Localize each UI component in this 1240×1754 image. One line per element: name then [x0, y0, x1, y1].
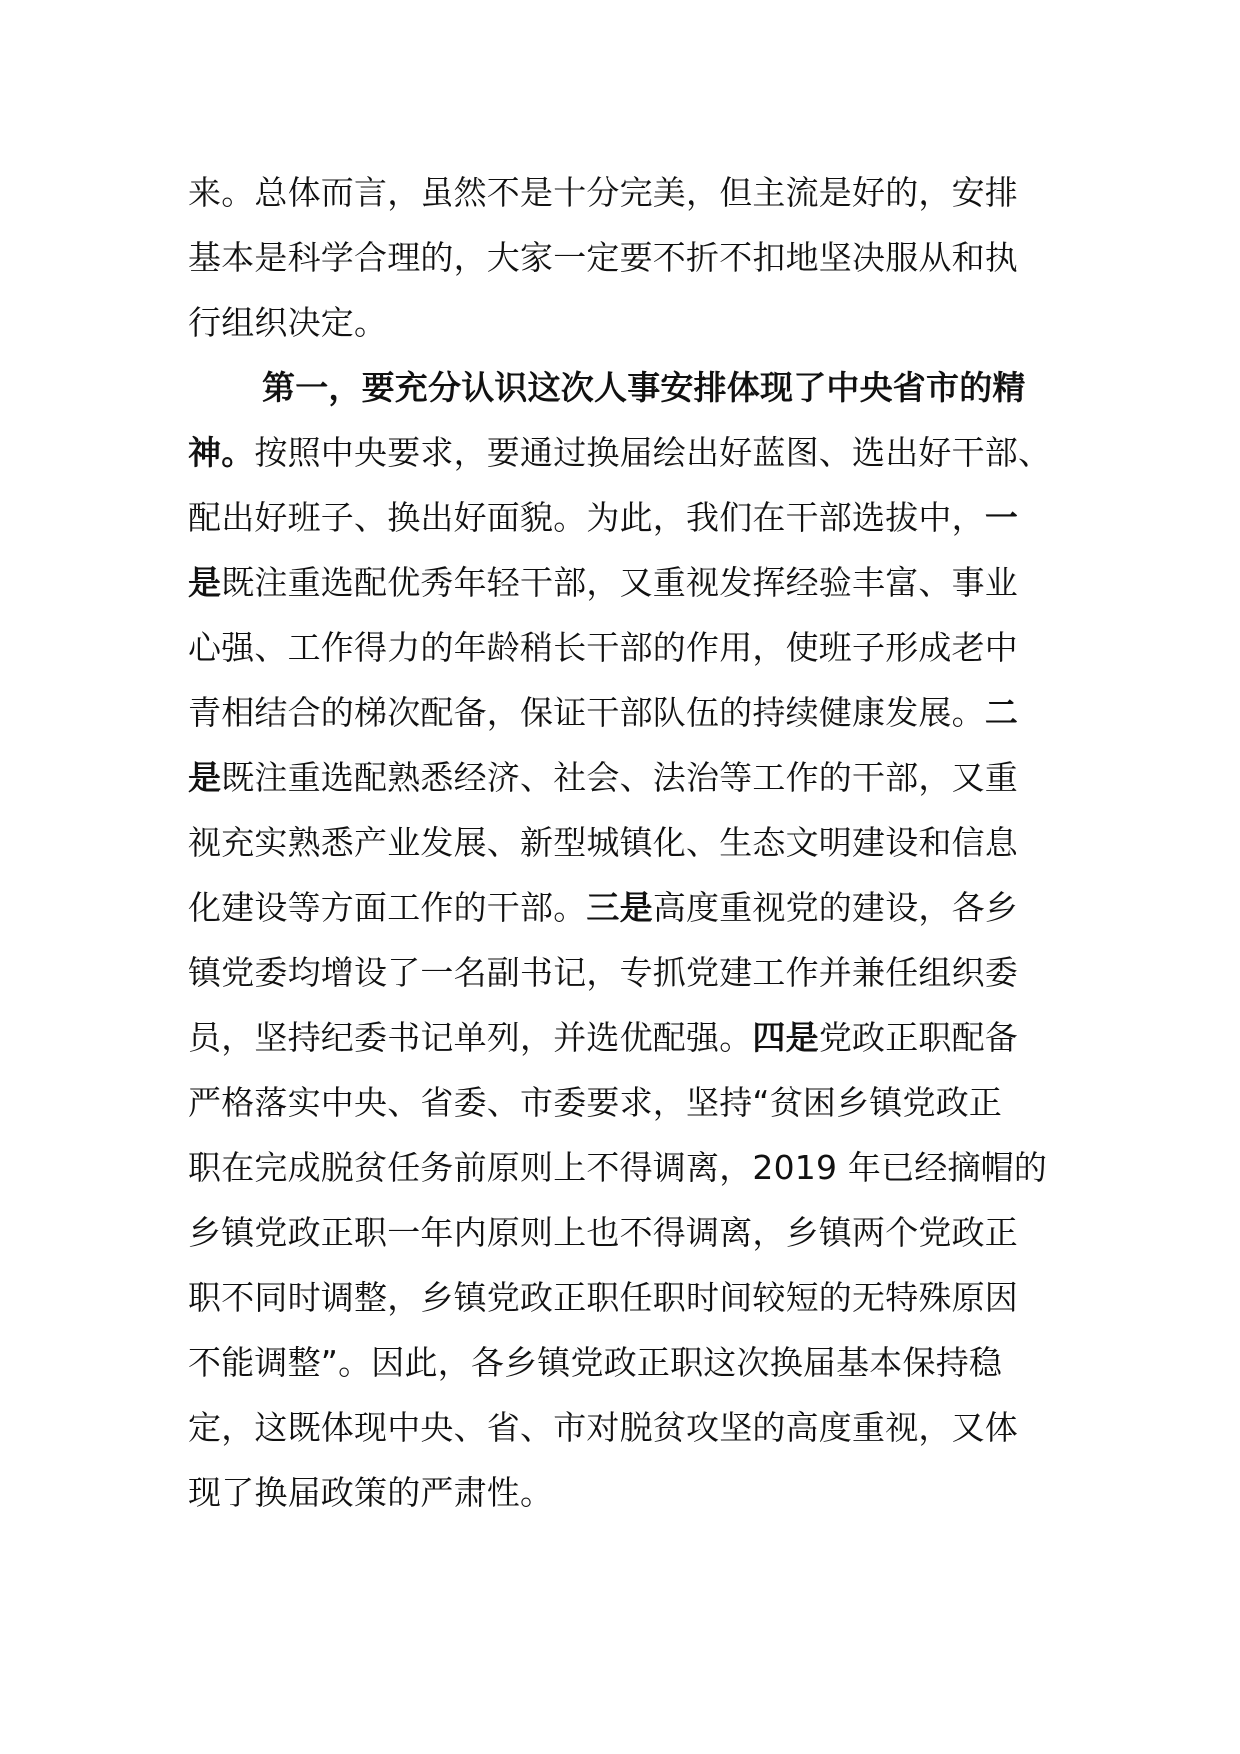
enumeration-marker: 是 — [188, 758, 222, 797]
body-text — [188, 160, 1068, 1525]
text-segment: 化建设等方面工作的干部。 — [188, 888, 587, 927]
text-line-10 — [188, 745, 1068, 810]
enumeration-marker: 一 — [984, 498, 1019, 537]
text-segment: 高度重视党的建设，各乡 — [652, 888, 1019, 927]
enumeration-marker: 是 — [188, 563, 222, 602]
text-line-6 — [188, 485, 1068, 550]
text-segment: 既注重选配熟悉经济、社会、法治等工作的干部，又重 — [221, 758, 1019, 797]
text-line-18: 职不同时调整，乡镇党政正职任职时间较短的无特殊原因 — [188, 1278, 1018, 1317]
enumeration-marker: 四是 — [752, 1018, 819, 1057]
enumeration-marker: 二 — [984, 693, 1019, 732]
text-segment: 员，坚持纪委书记单列，并选优配强。 — [188, 1018, 753, 1057]
text-line-8: 心强、工作得力的年龄稍长干部的作用，使班子形成老中 — [188, 628, 1018, 667]
text-line-15: 严格落实中央、省委、市委要求，坚持“贫困乡镇党政正 — [188, 1083, 1003, 1122]
point-one-heading-end: 神。 — [188, 433, 255, 472]
text-line-13: 镇党委均增设了一名副书记，专抓党建工作并兼任组织委 — [188, 953, 1018, 992]
text-line-14 — [188, 1005, 1068, 1070]
text-line-17: 乡镇党政正职一年内原则上也不得调离，乡镇两个党政正 — [188, 1213, 1018, 1252]
text-segment: 按照中央要求，要通过换届绘出好蓝图、选出好干部、 — [254, 433, 1052, 472]
text-line-20: 定，这既体现中央、省、市对脱贫攻坚的高度重视，又体 — [188, 1408, 1018, 1447]
text-segment: 配出好班子、换出好面貌。为此，我们在干部选拔中， — [188, 498, 985, 537]
enumeration-marker: 三是 — [586, 888, 653, 927]
text-line-19: 不能调整”。因此，各乡镇党政正职这次换届基本保持稳 — [188, 1343, 1003, 1382]
point-one-heading: 第一，要充分认识这次人事安排体现了中央省市的精 — [262, 368, 1026, 407]
text-line-7 — [188, 550, 1068, 615]
text-segment: 青相结合的梯次配备，保证干部队伍的持续健康发展。 — [188, 693, 985, 732]
text-line-2: 基本是科学合理的，大家一定要不折不扣地坚决服从和执 — [188, 238, 1018, 277]
text-line-12 — [188, 875, 1068, 940]
text-segment: 既注重选配优秀年轻干部，又重视发挥经验丰富、事业 — [221, 563, 1019, 602]
text-line-5 — [188, 420, 1068, 485]
text-line-11: 视充实熟悉产业发展、新型城镇化、生态文明建设和信息 — [188, 823, 1018, 862]
text-line-16: 职在完成脱贫任务前原则上不得调离，2019 年已经摘帽的 — [188, 1148, 1048, 1187]
text-line-1: 来。总体而言，虽然不是十分完美，但主流是好的，安排 — [188, 173, 1018, 212]
text-segment: 党政正职配备 — [818, 1018, 1019, 1057]
text-line-21: 现了换届政策的严肃性。 — [188, 1473, 554, 1512]
text-line-9 — [188, 680, 1068, 745]
text-line-3: 行组织决定。 — [188, 303, 388, 342]
